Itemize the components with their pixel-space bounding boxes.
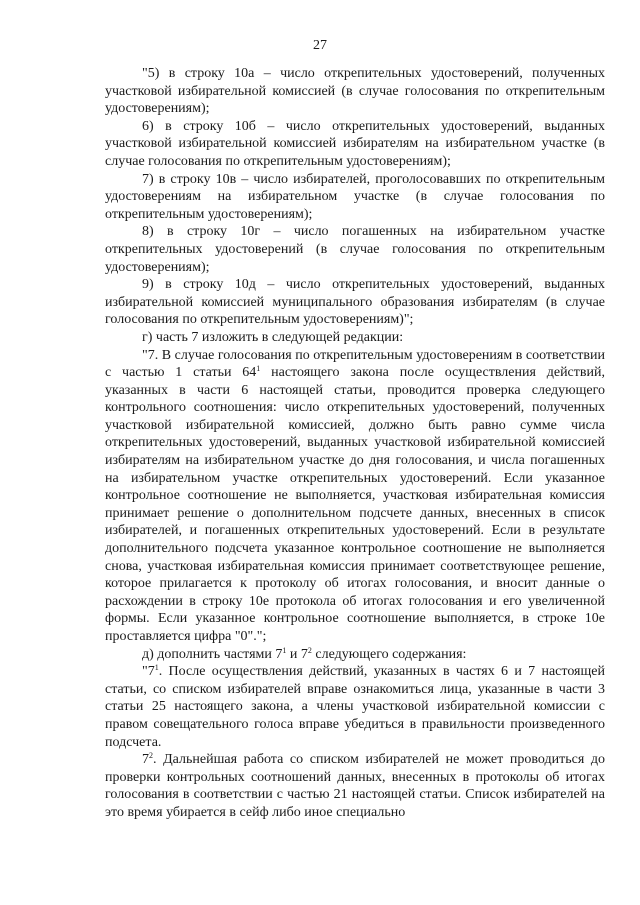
superscript: 1 bbox=[282, 645, 287, 655]
text-run: д) дополнить частями 7 bbox=[142, 646, 283, 662]
text-run: "7 bbox=[142, 664, 155, 680]
text-run: . После осуществления действий, указанных в частях 6 и 7 настоящей статьи, со списком избирателей вправе ознакомиться лица, указанные в части 3 статьи 25 настоящего закона, а члены участковой избирательной комиссии с правом совещательного голоса вправе убедиться в правильности произведенного подсчета. bbox=[105, 664, 605, 750]
paragraph bbox=[105, 329, 605, 347]
paragraph bbox=[105, 751, 605, 821]
paragraph bbox=[105, 663, 605, 751]
text-run: "5) в строку 10а – число открепительных удостоверений, полученных участковой избирательной комиссией (в случае голосования по открепительным удостоверениям); bbox=[105, 66, 605, 117]
paragraph bbox=[105, 646, 605, 664]
text-run: 9) в строку 10д – число открепительных удостоверений, выданных избирательной комиссией муниципального образования избирателям (в случае голосования по открепительным удостоверениям)"; bbox=[105, 277, 605, 328]
paragraph bbox=[105, 118, 605, 171]
text-run: 8) в строку 10г – число погашенных на избирательном участке открепительных удостоверений (в случае голосования по открепительным удостоверениям); bbox=[105, 224, 605, 275]
paragraph bbox=[105, 223, 605, 276]
paragraph bbox=[105, 65, 605, 118]
text-run: . Дальнейшая работа со списком избирателей не может проводиться до проверки контрольных соотношений данных, внесенных в протоколы об итогах голосования в соответствии с частью 21 настоящей статьи. Список избирателей на это время убирается в сейф либо иное специально bbox=[105, 752, 605, 820]
paragraph bbox=[105, 276, 605, 329]
superscript: 1 bbox=[154, 663, 159, 673]
text-run: и 7 bbox=[286, 646, 308, 662]
paragraph bbox=[105, 171, 605, 224]
text-run: 7) в строку 10в – число избирателей, проголосовавших по открепительным удостоверениям на избирательном участке (в случае голосования по открепительным удостоверениям); bbox=[105, 171, 605, 222]
paragraph bbox=[105, 347, 605, 646]
text-run: 7 bbox=[142, 752, 149, 768]
document-body bbox=[105, 65, 605, 822]
text-run: настоящего закона после осуществления действий, указанных в части 6 настоящей статьи, проводится проверка следующего контрольного соотношения: число открепительных удостоверений, полученных участковой избирательной комиссией, должно быть равно сумме числа открепительных удостоверений, выданных участковой избирательной комиссией избирателям на избирательном участке до дня голосования, и числа погашенных на избирательном участке открепительных удостоверений. Если указанное контрольное соотношение не выполняется, участковая избирательная комиссия принимает решение о дополнительном подсчете данных, внесенных в список избирателей, и погашенных открепительных удостоверений. Если в результате дополнительного подсчета указанное контрольное соотношение не выполняется снова, участковая избирательная комиссия принимает соответствующее решение, которое прилагается к протоколу об итогах голосования, и вносит данные о расхождении в строку 10е протокола об итогах голосования и его увеличенной формы. Если указанное контрольное соотношение выполняется, в строке 10е проставляется цифра "0"."; bbox=[105, 365, 605, 644]
text-run: г) часть 7 изложить в следующей редакции: bbox=[142, 329, 404, 345]
text-run: следующего содержания: bbox=[311, 646, 467, 662]
page-number: 27 bbox=[313, 38, 327, 53]
text-run: "7. В случае голосования по открепительным удостоверениям в соответствии с частью 1 статьи 64 bbox=[105, 347, 605, 381]
superscript: 1 bbox=[256, 364, 261, 374]
superscript: 2 bbox=[149, 751, 153, 761]
superscript: 2 bbox=[307, 645, 312, 655]
text-run: 6) в строку 10б – число открепительных удостоверений, выданных участковой избирательной комиссией избирателям на избирательном участке (в случае голосования по открепительным удостоверениям); bbox=[105, 118, 605, 169]
